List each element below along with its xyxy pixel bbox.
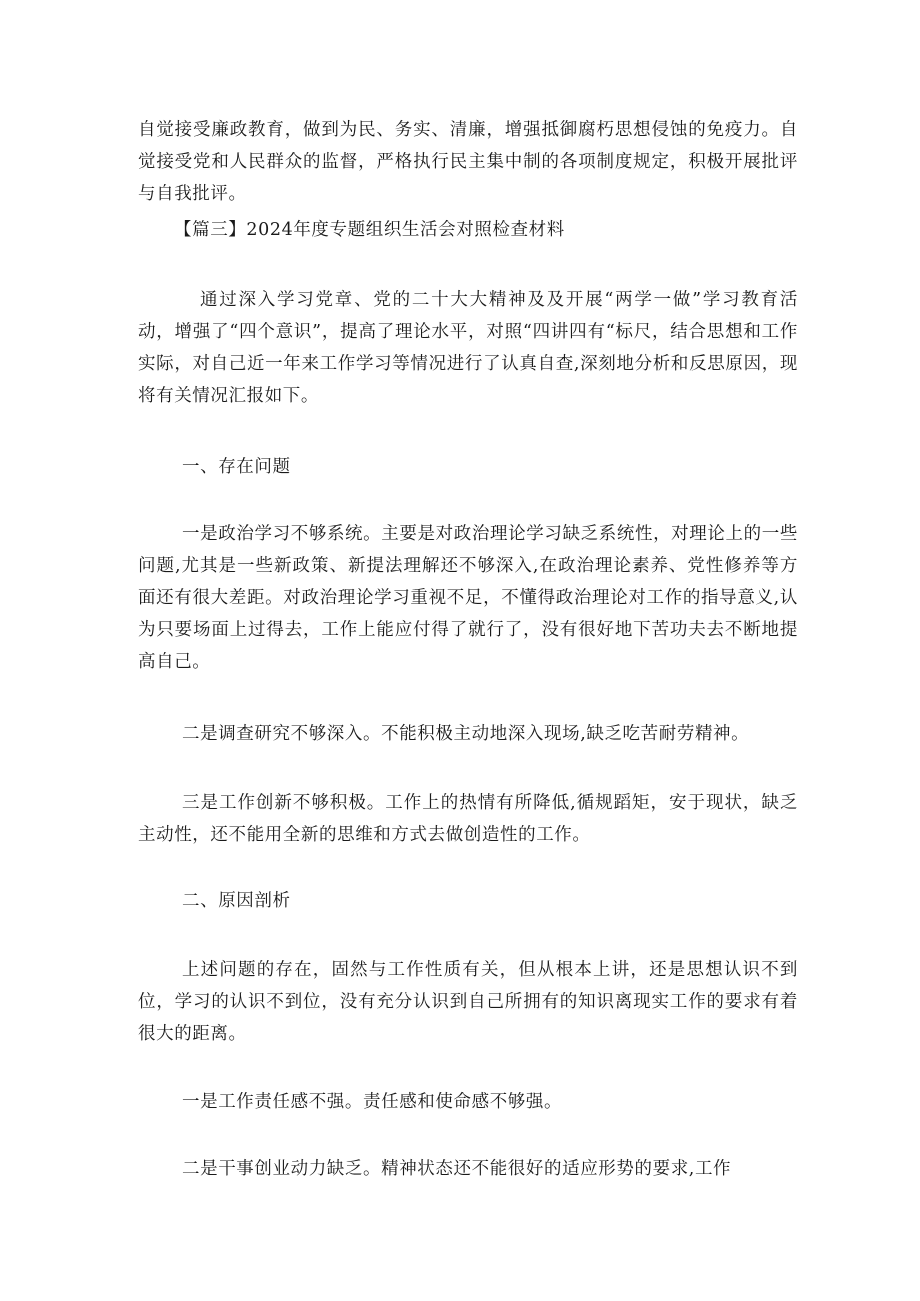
heading-existing-problems: 一、存在问题 (182, 457, 291, 477)
heading-cause-analysis: 二、原因剖析 (182, 891, 291, 911)
paragraph-continuation: 自觉接受廉政教育，做到为民、务实、清廉，增强抵御腐朽思想侵蚀的免疫力。自觉接受党和人民群众的监督，严格执行民主集中制的各项制度规定，积极开展批评与自我批评。 (138, 120, 798, 204)
section-title: 【篇三】2024年度专题组织生活会对照检查材料 (174, 220, 565, 240)
intro-paragraph: 通过深入学习党章、党的二十大大精神及及开展“两学一做”学习教育活动，增强了“四个意识”，提高了理论水平，对照“四讲四有“标尺，结合思想和工作实际，对自己近一年来工作学习等情况进行了认真自查,深刻地分析和反思原因，现将有关情况汇报如下。 (138, 290, 798, 406)
paragraph-political-study: 一是政治学习不够系统。主要是对政治理论学习缺乏系统性，对理论上的一些问题,尤其是一些新政策、新提法理解还不够深入,在政治理论素养、党性修养等方面还有很大差距。对政治理论学习重视不足，不懂得政治理论对工作的指导意义,认为只要场面上过得去，工作上能应付得了就行了，没有很好地下苦功夫去不断地提高自己。 (138, 524, 798, 672)
paragraph-causes: 上述问题的存在，固然与工作性质有关，但从根本上讲，还是思想认识不到位，学习的认识不到位，没有充分认识到自己所拥有的知识离现实工作的要求有着很大的距离。 (138, 960, 798, 1044)
paragraph-motivation: 二是干事创业动力缺乏。精神状态还不能很好的适应形势的要求,工作 (182, 1159, 732, 1179)
paragraph-research: 二是调查研究不够深入。不能积极主动地深入现场,缺乏吃苦耐劳精神。 (182, 724, 750, 744)
paragraph-innovation: 三是工作创新不够积极。工作上的热情有所降低,循规蹈矩，安于现状，缺乏主动性，还不能用全新的思维和方式去做创造性的工作。 (138, 793, 798, 845)
paragraph-responsibility: 一是工作责任感不强。责任感和使命感不够强。 (182, 1092, 563, 1112)
